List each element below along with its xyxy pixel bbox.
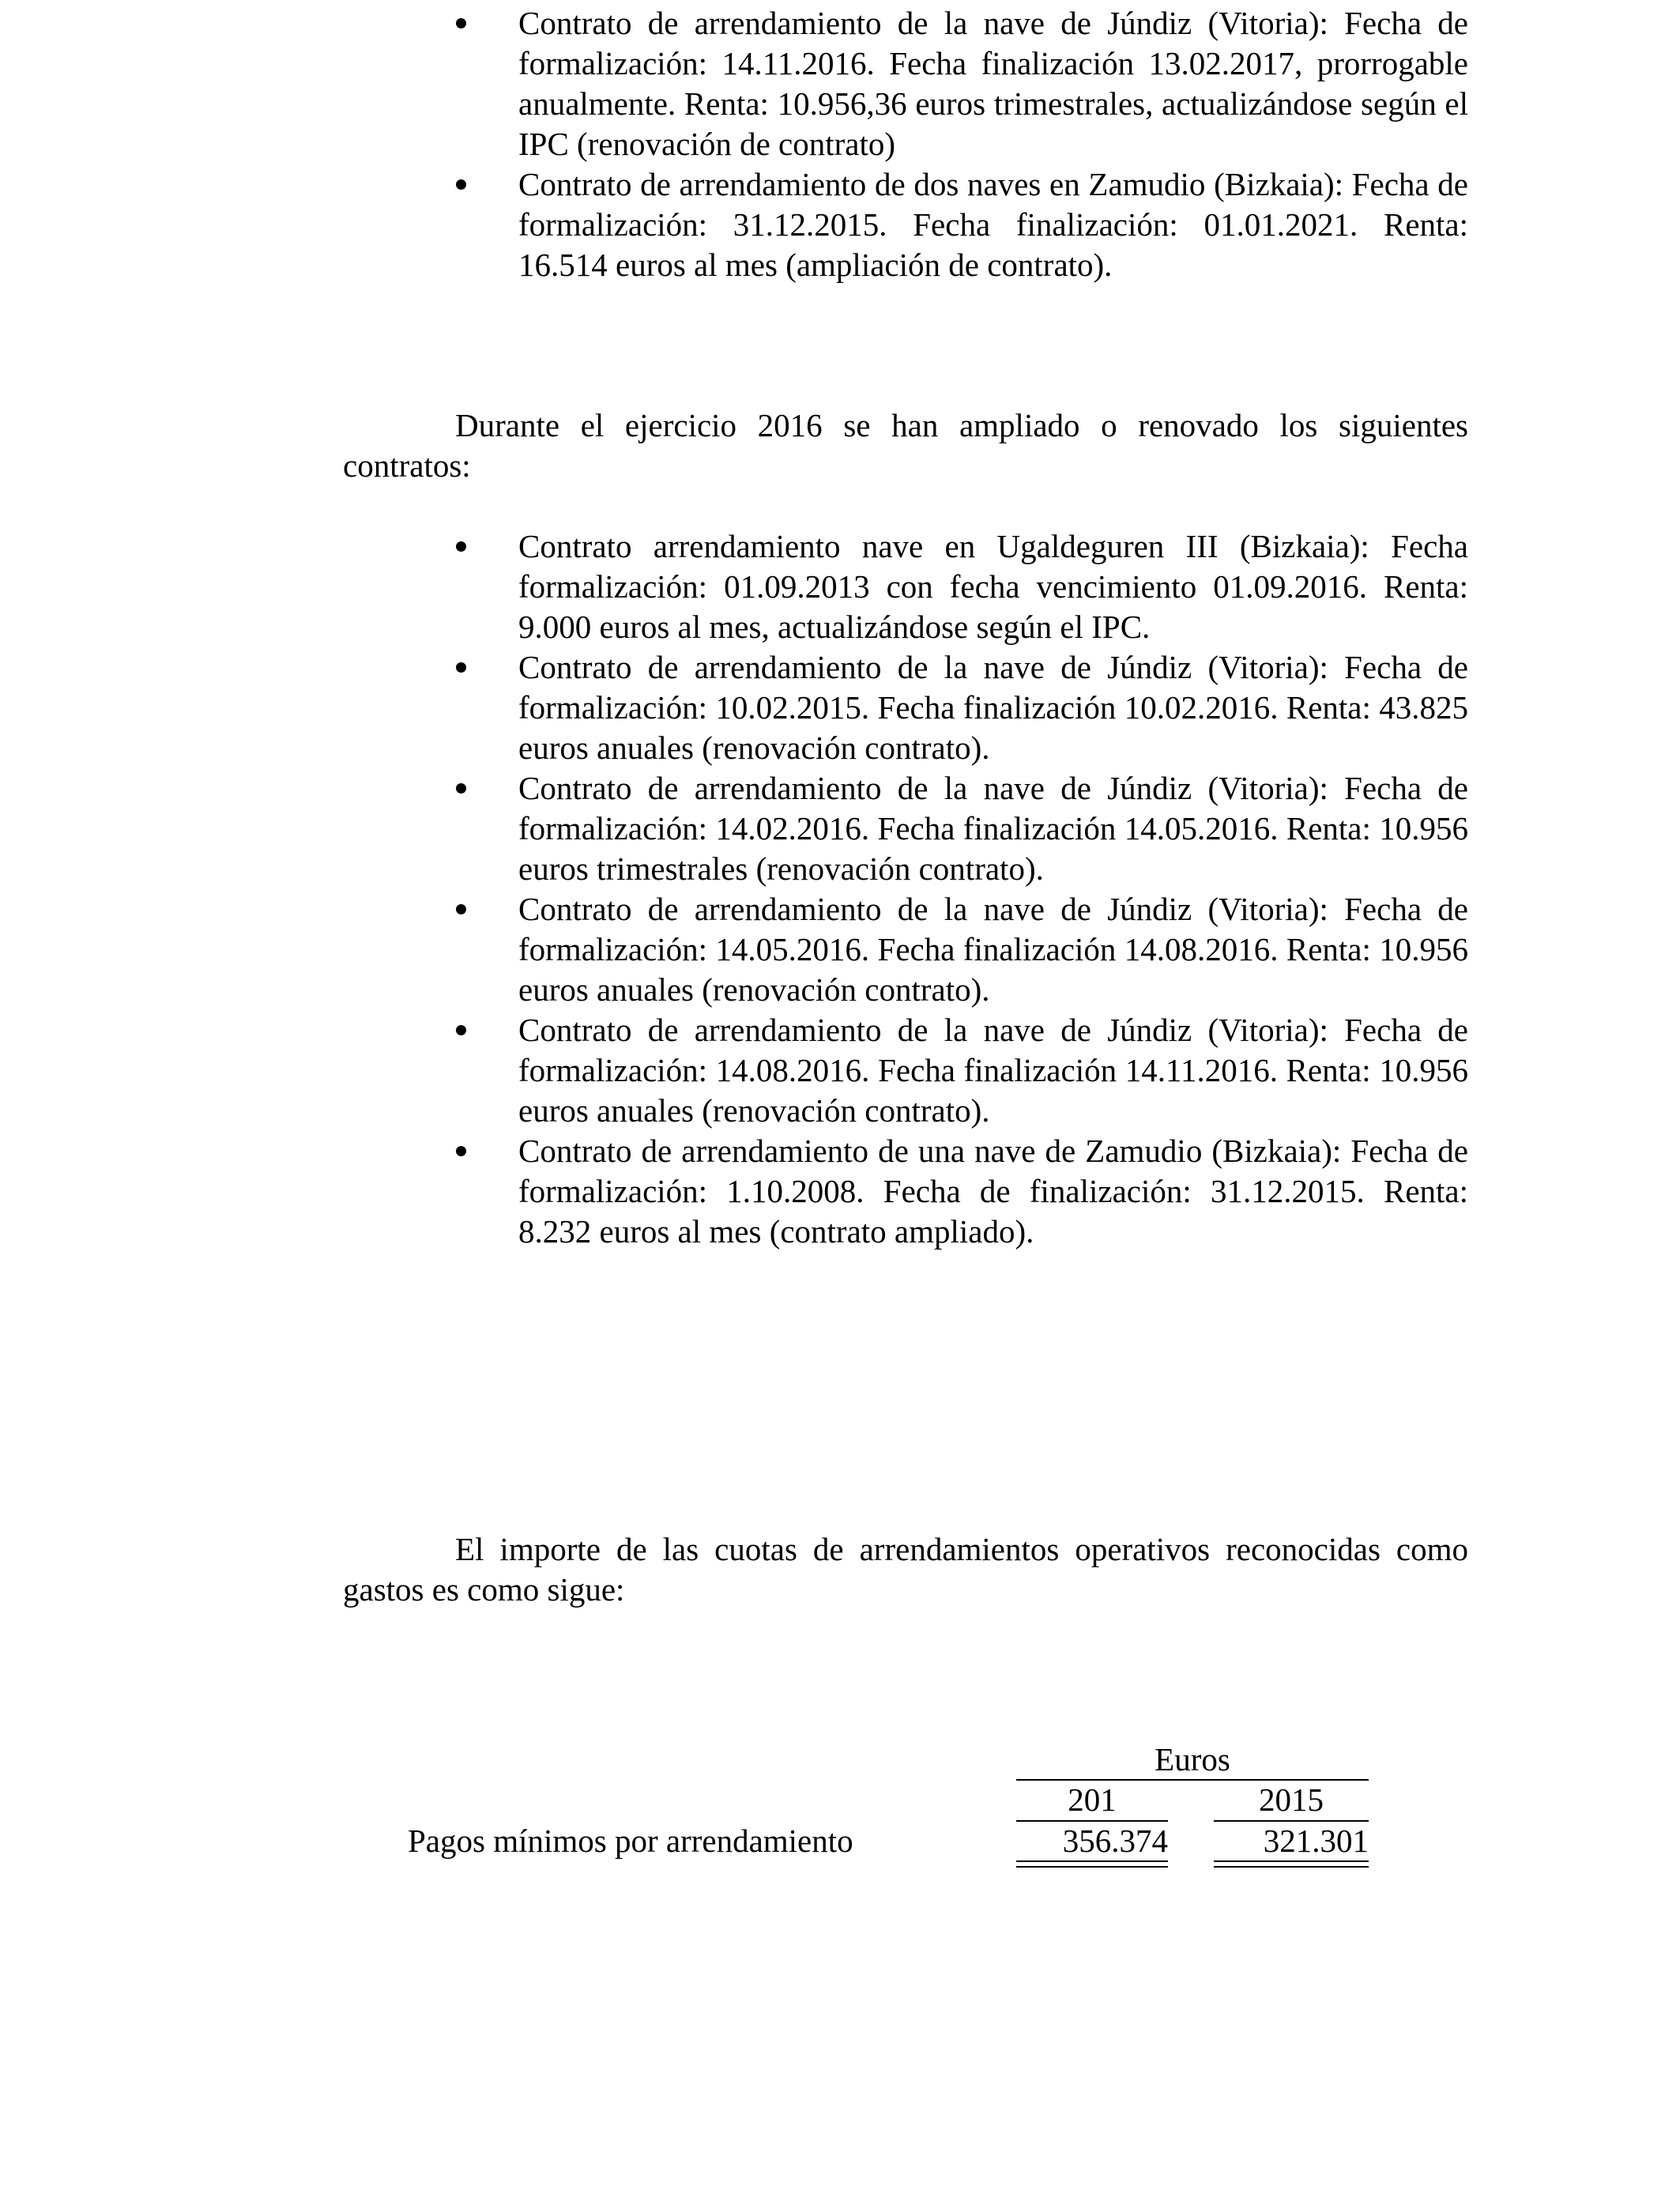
table-value-2: 321.301: [1263, 1823, 1369, 1859]
bullet-icon: [456, 1025, 466, 1035]
list-item: [518, 3, 1468, 164]
bullet-icon: [456, 783, 466, 794]
list-item-text: Contrato de arrendamiento de una nave de Zamudio (Bizkaia): Fecha de formalización: 1.10.2008. Fecha de finalización: 31.12.2015. Renta: 8.232 euros al mes (contrato ampliado).: [518, 1133, 1468, 1250]
list-item-text: Contrato de arrendamiento de dos naves en Zamudio (Bizkaia): Fecha de formalización: 31.12.2015. Fecha finalización: 01.01.2021. Renta: 16.514 euros al mes (ampliación de contrato).: [518, 166, 1468, 283]
table-total-double-rule-1: [1016, 1860, 1168, 1868]
list-item-text: Contrato arrendamiento nave en Ugaldeguren III (Bizkaia): Fecha formalización: 01.09.2013 con fecha vencimiento 01.09.2016. Renta: 9.000 euros al mes, actualizándose según el IPC.: [518, 528, 1468, 645]
list-item-text: Contrato de arrendamiento de la nave de Júndiz (Vitoria): Fecha de formalización: 14.02.2016. Fecha finalización 14.05.2016. Renta: 10.956 euros trimestrales (renovación contrato).: [518, 770, 1468, 887]
table-value-1: 356.374: [1062, 1823, 1168, 1859]
list-item-text: Contrato de arrendamiento de la nave de Júndiz (Vitoria): Fecha de formalización: 14.08.2016. Fecha finalización 14.11.2016. Renta: 10.956 euros anuales (renovación contrato).: [518, 1012, 1468, 1129]
table-currency-header: Euros: [1155, 1741, 1230, 1777]
bullet-icon: [456, 1146, 466, 1156]
paragraph-expenses-intro: El importe de las cuotas de arrendamientos operativos reconocidas como gastos es como sigue:: [343, 1531, 1468, 1608]
bullet-icon: [456, 904, 466, 914]
list-item: [518, 768, 1468, 889]
list-item: [518, 1010, 1468, 1131]
list-item: [518, 1131, 1468, 1252]
bullet-list-renewed-contracts: [518, 526, 1468, 1252]
list-item: [518, 164, 1468, 285]
table-row-label: Pagos mínimos por arrendamiento: [408, 1823, 853, 1859]
list-item: [518, 526, 1468, 647]
bullet-icon: [456, 18, 466, 28]
table-year-header-1: 201: [1068, 1781, 1117, 1818]
list-item-text: Contrato de arrendamiento de la nave de Júndiz (Vitoria): Fecha de formalización: 10.02.2015. Fecha finalización 10.02.2016. Renta: 43.825 euros anuales (renovación contrato).: [518, 649, 1468, 766]
list-item-text: Contrato de arrendamiento de la nave de Júndiz (Vitoria): Fecha de formalización: 14.11.2016. Fecha finalización 13.02.2017, prorrogable anualmente. Renta: 10.956,36 euros trimestrales, actualizándose según el IPC (renovación de contrato): [518, 5, 1468, 162]
list-item: [518, 647, 1468, 768]
table-total-double-rule-2: [1214, 1860, 1369, 1868]
list-item-text: Contrato de arrendamiento de la nave de Júndiz (Vitoria): Fecha de formalización: 14.05.2016. Fecha finalización 14.08.2016. Renta: 10.956 euros anuales (renovación contrato).: [518, 891, 1468, 1008]
table-year-header-2: 2015: [1259, 1781, 1324, 1818]
list-item: [518, 889, 1468, 1010]
bullet-list-current-contracts: [518, 3, 1468, 285]
bullet-icon: [456, 541, 466, 552]
bullet-icon: [456, 179, 466, 190]
bullet-icon: [456, 662, 466, 673]
paragraph-renewed-intro: Durante el ejercicio 2016 se han ampliado o renovado los siguientes contratos:: [343, 407, 1468, 484]
